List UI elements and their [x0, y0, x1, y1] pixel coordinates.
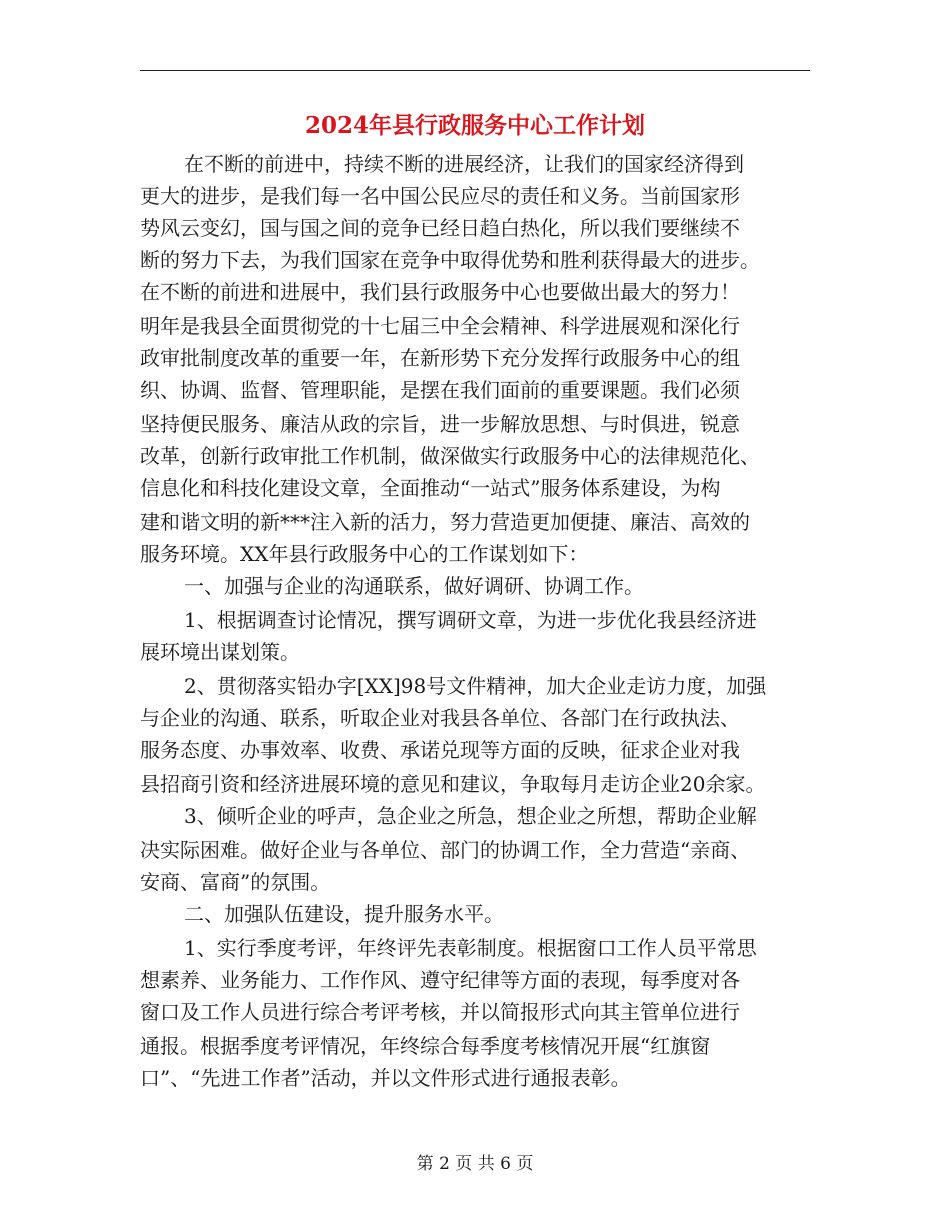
document-title: 2024年县行政服务中心工作计划: [304, 112, 645, 139]
body-line: 决实际困难。做好企业与各单位、部门的协调工作，全力营造“亲商、: [140, 838, 751, 862]
body-line: 窗口及工作人员进行综合考评考核，并以简报形式向其主管单位进行: [140, 1000, 740, 1024]
section-heading: 二、加强队伍建设，提升服务水平。: [184, 902, 504, 926]
body-line: 明年是我县全面贯彻党的十七届三中全会精神、科学进展观和深化行: [140, 314, 740, 338]
body-line: 政审批制度改革的重要一年，在新形势下充分发挥行政服务中心的组: [140, 346, 740, 370]
body-line: 在不断的前进中，持续不断的进展经济，让我们的国家经济得到: [184, 152, 744, 176]
body-line: 建和谐文明的新***注入新的活力，努力营造更加便捷、廉洁、高效的: [140, 510, 750, 534]
body-line: 通报。根据季度考评情况，年终综合每季度考核情况开展“红旗窗: [140, 1034, 711, 1058]
body-line: 信息化和科技化建设文章，全面推动“一站式”服务体系建设，为构: [140, 476, 721, 500]
body-line: 改革，创新行政审批工作机制，做深做实行政服务中心的法律规范化、: [140, 444, 760, 468]
body-line: 更大的进步，是我们每一名中国公民应尽的责任和义务。当前国家形: [140, 184, 740, 208]
body-line: 展环境出谋划策。: [140, 640, 300, 664]
body-line: 断的努力下去，为我们国家在竞争中取得优势和胜利获得最大的进步。: [140, 248, 760, 272]
body-line: 口”、“先进工作者”活动，并以文件形式进行通报表彰。: [140, 1066, 631, 1090]
header-rule: [140, 70, 810, 71]
page-number: 第 2 页 共 6 页: [416, 1154, 534, 1174]
body-line: 坚持便民服务、廉洁从政的宗旨，进一步解放思想、与时俱进，锐意: [140, 412, 740, 436]
body-line: 服务态度、办事效率、收费、承诺兑现等方面的反映，征求企业对我: [140, 738, 740, 762]
body-line: 势风云变幻，国与国之间的竞争已经日趋白热化，所以我们要继续不: [140, 216, 740, 240]
body-line: 想素养、业务能力、工作作风、遵守纪律等方面的表现，每季度对各: [140, 968, 740, 992]
body-line: 2、贯彻落实铅办字[XX]98号文件精神，加大企业走访力度，加强: [184, 674, 767, 698]
section-heading: 一、加强与企业的沟通联系，做好调研、协调工作。: [184, 574, 644, 598]
body-line: 安商、富商”的氛围。: [140, 870, 331, 894]
body-line: 与企业的沟通、联系，听取企业对我县各单位、各部门在行政执法、: [140, 706, 740, 730]
body-line: 3、倾听企业的呼声，急企业之所急，想企业之所想，帮助企业解: [184, 804, 757, 828]
body-line: 县招商引资和经济进展环境的意见和建议，争取每月走访企业20余家。: [140, 772, 766, 796]
body-line: 在不断的前进和进展中，我们县行政服务中心也要做出最大的努力！: [140, 280, 740, 304]
body-line: 1、实行季度考评，年终评先表彰制度。根据窗口工作人员平常思: [184, 936, 757, 960]
body-line: 织、协调、监督、管理职能，是摆在我们面前的重要课题。我们必须: [140, 378, 740, 402]
body-line: 1、根据调查讨论情况，撰写调研文章，为进一步优化我县经济进: [184, 608, 757, 632]
body-line: 服务环境。XX年县行政服务中心的工作谋划如下：: [140, 542, 589, 566]
